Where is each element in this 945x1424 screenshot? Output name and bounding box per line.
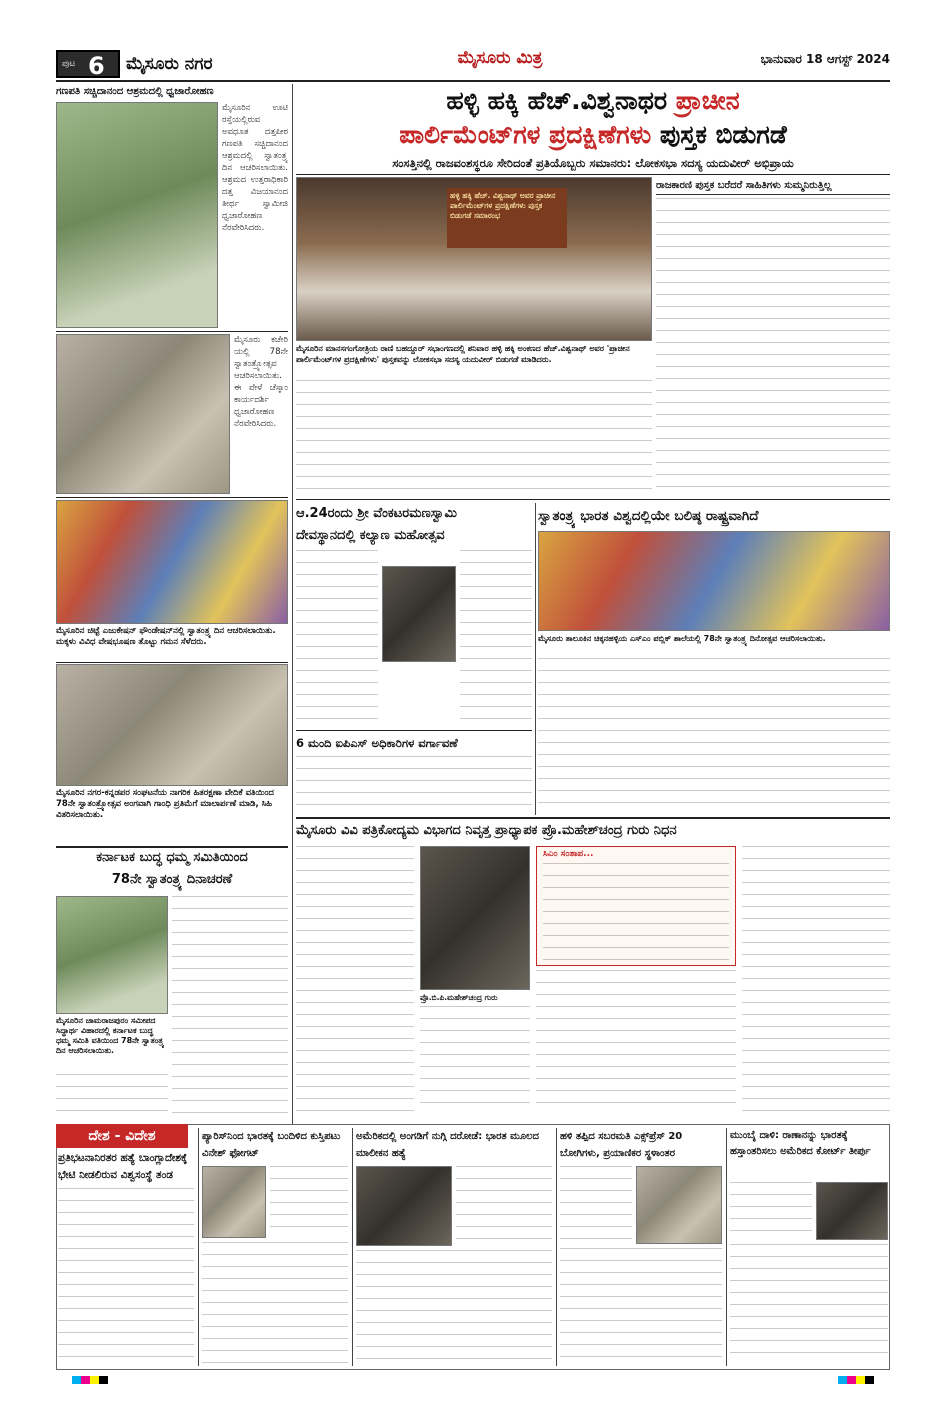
world-story2-body-2	[202, 1242, 348, 1364]
ips-body	[296, 756, 532, 814]
masthead-rule	[56, 80, 890, 82]
column-divider	[352, 1128, 353, 1366]
column-divider	[535, 503, 536, 815]
divider	[296, 499, 890, 500]
world-story3-body	[456, 1166, 552, 1246]
world-story1-title: ಪ್ರತಿಭಟನಾನಿರತರ ಹತ್ಯೆ ಬಾಂಗ್ಲಾದೇಶಕ್ಕೆ ಭೇಟಿ ನೀಡಲಿರುವ ವಿಶ್ವಸಂಸ್ಥೆ ತಂಡ	[58, 1152, 188, 1181]
world-story1-body	[58, 1188, 194, 1364]
ashram-photo	[56, 102, 218, 328]
divider	[296, 730, 532, 731]
column-divider	[292, 84, 293, 1124]
paper-name: ಮೈಸೂರು ಮಿತ್ರ	[457, 48, 543, 68]
flag-ceremony-photo	[56, 334, 230, 494]
cm-condolence-label: ಸಿಎಂ ಸಂತಾಪ...	[543, 849, 594, 859]
cm-condolence-box	[536, 846, 736, 966]
professor-photo-caption: ಪ್ರೊ.ಬಿ.ಪಿ.ಮಹೇಶ್‌ಚಂದ್ರ ಗುರು	[420, 993, 498, 1002]
school-children-photo	[56, 500, 288, 624]
book-release-caption: ಮೈಸೂರಿನ ಮಾನಸಗಂಗೋತ್ರಿಯ ರಾಣಿ ಬಹದ್ದೂರ್ ಸಭಾಂಗಣದಲ್ಲಿ ಶನಿವಾರ ಹಳ್ಳಿ ಹಕ್ಕಿ ಅಂಕಣದ ಹೆಚ್.ವಿಶ್ವನಾಥ್ ಅವರ 'ಪ್ರಾಚೀನ ಪಾರ್ಲಿಮೆಂಟ್‌ಗಳ ಪ್ರದಕ್ಷಿಣೆಗಳು' ಪುಸ್ತಕವನ್ನು ಲೋಕಸಭಾ ಸದಸ್ಯ ಯದುವೀರ್ ಬಿಡುಗಡೆ ಮಾಡಿದರು.	[296, 344, 630, 364]
cm-condolence-body	[543, 863, 729, 961]
world-story3-title: ಅಮೆರಿಕದಲ್ಲಿ ಅಂಗಡಿಗೆ ನುಗ್ಗಿ ದರೋಡೆ: ಭಾರತ ಮೂಲದ ಮಾಲೀಕನ ಹತ್ಯೆ	[356, 1131, 539, 1159]
kalyana-title-1: ಆ.24ರಂದು ಶ್ರೀ ವೆಂಕಟರಮಣಸ್ವಾಮಿ	[296, 506, 457, 521]
page-label: ಪುಟ	[62, 59, 76, 69]
buddha-event-photo	[56, 896, 168, 1014]
world-story3-body-2	[356, 1250, 552, 1364]
nation-title: ಸ್ವಾತಂತ್ರ್ಯ ಭಾರತ ವಿಶ್ವದಲ್ಲಿಯೇ ಬಲಿಷ್ಠ ರಾಷ್ಟ್ರವಾಗಿದೆ	[538, 508, 759, 524]
divider	[56, 662, 288, 663]
nation-caption: ಮೈಸೂರು ತಾಲೂಕಿನ ಚಿಕ್ಕನಹಳ್ಳಿಯ ಎಸ್‌ಎಂ ಪಬ್ಲಿಕ್ ಶಾಲೆಯಲ್ಲಿ 78ನೇ ಸ್ವಾತಂತ್ರ್ಯ ದಿನೋತ್ಸವ ಆಚರಿಸಲಾಯಿತು.	[538, 634, 826, 643]
nation-body	[538, 658, 890, 814]
gandhi-statue-photo	[56, 664, 288, 786]
lead-subhead: ಸಂಸತ್ತಿನಲ್ಲಿ ರಾಜವಂಶಸ್ಥರೂ ಸೇರಿದಂತೆ ಪ್ರತಿಯೊಬ್ಬರು ಸಮಾನರು: ಲೋಕಸಭಾ ಸದಸ್ಯ ಯದುವೀರ್ ಅಭಿಪ್ರಾಯ	[392, 156, 794, 170]
kalyana-body-left	[296, 550, 378, 728]
rana-photo	[816, 1182, 888, 1240]
lead-article-body	[296, 380, 652, 496]
world-story5-body-2	[730, 1244, 888, 1364]
office-flag-text: ಮೈಸೂರು ಕಚೇರಿ ಯಲ್ಲಿ 78ನೇ ಸ್ವಾತಂತ್ರ್ಯೋತ್ಸವ ಆಚರಿಸಲಾಯಿತು. ಈ ವೇಳೆ ಚೆಸ್ಕಾಂ ಕಾರ್ಯದರ್ಶಿ ಧ್ವಜಾರೋಹಣ ನೆರವೇರಿಸಿದರು.	[234, 335, 288, 429]
obituary-body-3	[536, 970, 736, 1114]
deity-photo	[382, 566, 456, 662]
stage-banner: ಹಳ್ಳಿ ಹಕ್ಕಿ ಹೆಚ್. ವಿಶ್ವನಾಥ್ ಅವರ ಪ್ರಾಚೀನ ಪಾರ್ಲಿಮೆಂಟ್‌ಗಳ ಪ್ರದಕ್ಷಿಣೆಗಳು ಪುಸ್ತಕ ಬಿಡುಗಡೆ ಸಮಾರಂಭ	[447, 188, 567, 248]
lead-headline-highlight2: ಪಾರ್ಲಿಮೆಂಟ್‌ಗಳ ಪ್ರದಕ್ಷಿಣೆಗಳು	[399, 120, 652, 149]
page-number: 6	[88, 52, 105, 80]
book-release-photo	[296, 177, 652, 341]
buddha-title-2: 78ನೇ ಸ್ವಾತಂತ್ರ್ಯ ದಿನಾಚರಣೆ	[111, 872, 233, 887]
world-story2-title: ಪ್ಯಾರಿಸ್‌ನಿಂದ ಭಾರತಕ್ಕೆ ಬಂದಿಳಿದ ಕುಸ್ತಿಪಟು ವಿನೇಶ್ ಫೋಗಟ್	[202, 1131, 341, 1159]
section-name: ಮೈಸೂರು ನಗರ	[126, 54, 213, 74]
kalyana-body-right	[460, 550, 532, 728]
school-event-photo	[538, 531, 890, 631]
world-story5-title: ಮುಂಬೈ ದಾಳಿ: ರಾಣಾನನ್ನು ಭಾರತಕ್ಕೆ ಹಸ್ತಾಂತರಿಸಲು ಅಮೆರಿಕದ ಕೋರ್ಟ್ ತೀರ್ಪು	[730, 1130, 871, 1157]
world-story5-body	[730, 1182, 812, 1240]
divider	[296, 174, 890, 175]
divider	[56, 497, 288, 498]
registration-colorbar	[838, 1376, 874, 1384]
column-divider	[556, 1128, 557, 1366]
buddha-article-body	[172, 896, 288, 1116]
professor-photo	[420, 846, 530, 990]
page-label-box	[56, 50, 120, 78]
lead-headline-highlight1: ಪ್ರಾಚೀನ	[675, 86, 740, 115]
obituary-body-1	[296, 846, 414, 1114]
gandhi-photo-caption: ಮೈಸೂರಿನ ನಗರ-ಕನ್ನಡಪರ ಸಂಘಟನೆಯ ನಾಗರಿಕ ಹಿತರಕ್ಷಣಾ ವೇದಿಕೆ ವತಿಯಿಂದ 78ನೇ ಸ್ವಾತಂತ್ರ್ಯೋತ್ಸವ ಅಂಗವಾಗಿ ಗಾಂಧಿ ಪ್ರತಿಮೆಗೆ ಮಾಲಾರ್ಪಣೆ ಮಾಡಿ, ಸಿಹಿ ವಿತರಿಸಲಾಯಿತು.	[56, 788, 274, 820]
divider	[56, 331, 288, 332]
registration-colorbar	[72, 1376, 108, 1384]
train-photo	[636, 1166, 722, 1244]
obituary-body-4	[742, 846, 890, 1114]
kalyana-title-2: ದೇವಸ್ಥಾನದಲ್ಲಿ ಕಲ್ಯಾಣ ಮಹೋತ್ಸವ	[296, 528, 445, 543]
buddha-title-1: ಕರ್ನಾಟಕ ಬುದ್ಧ ಧಮ್ಮ ಸಮಿತಿಯಿಂದ	[96, 850, 248, 865]
divider	[56, 846, 288, 848]
lead-headline-line2	[296, 118, 890, 152]
world-band-title: ದೇಶ - ವಿದೇಶ	[88, 1128, 156, 1144]
column-divider	[726, 1128, 727, 1366]
sidebar-title: ರಾಜಕಾರಣಿ ಪುಸ್ತಕ ಬರೆದರೆ ಸಾಹಿತಿಗಳು ಸುಮ್ಮನಿರುತ್ತಿಲ್ಲ	[656, 177, 890, 195]
gun-photo	[356, 1166, 452, 1246]
lead-headline-line1	[296, 84, 890, 118]
ips-title: 6 ಮಂದಿ ಐಪಿಎಸ್ ಅಧಿಕಾರಿಗಳ ವರ್ಗಾವಣೆ	[296, 736, 458, 750]
world-story4-title: ಹಳಿ ತಪ್ಪಿದ ಸಬರಮತಿ ಎಕ್ಸ್‌ಪ್ರೆಸ್ 20 ಬೋಗಿಗಳು, ಪ್ರಯಾಣಿಕರ ಸ್ಥಳಾಂತರ	[560, 1131, 683, 1159]
lead-headline-part1: ಹಳ್ಳಿ ಹಕ್ಕಿ ಹೆಚ್.ವಿಶ್ವನಾಥರ	[446, 86, 668, 115]
world-story4-body-2	[560, 1248, 722, 1364]
lead-headline-part2: ಪುಸ್ತಕ ಬಿಡುಗಡೆ	[659, 120, 787, 149]
buddha-photo-caption: ಮೈಸೂರಿನ ಚಾಮರಾಜಪುರಂ ಸಮೀಪದ ಸಿದ್ಧಾರ್ಥ ವಿಹಾರದಲ್ಲಿ ಕರ್ನಾಟಕ ಬುದ್ಧ ಧಮ್ಮ ಸಮಿತಿ ವತಿಯಿಂದ 78ನೇ ಸ್ವಾತಂತ್ರ್ಯ ದಿನ ಆಚರಿಸಲಾಯಿತು.	[56, 1016, 165, 1055]
world-story2-body	[270, 1166, 348, 1238]
buddha-article-body-2	[56, 1074, 168, 1116]
column-divider	[198, 1128, 199, 1366]
issue-date: ಭಾನುವಾರ 18 ಆಗಸ್ಟ್ 2024	[760, 52, 890, 66]
ashram-title: ಗಣಪತಿ ಸಚ್ಚಿದಾನಂದ ಆಶ್ರಮದಲ್ಲಿ ಧ್ವಜಾರೋಹಣ	[56, 86, 214, 97]
sidebar-body	[656, 198, 890, 496]
obituary-title: ಮೈಸೂರು ವಿವಿ ಪತ್ರಿಕೋದ್ಯಮ ವಿಭಾಗದ ನಿವೃತ್ತ ಪ್ರಾಧ್ಯಾಪಕ ಪ್ರೊ.ಮಹೇಶ್‌ಚಂದ್ರ ಗುರು ನಿಧನ	[296, 823, 677, 838]
divider	[296, 817, 890, 819]
world-story4-body	[560, 1166, 632, 1244]
obituary-body-2	[420, 1006, 530, 1114]
world-band	[56, 1124, 188, 1148]
school-photo-caption: ಮೈಸೂರಿನ ಚಿಟ್ಟೆ ಎಜುಕೇಷನ್ ಫೌಂಡೇಷನ್‌ನಲ್ಲಿ ಸ್ವಾತಂತ್ರ್ಯ ದಿನ ಆಚರಿಸಲಾಯಿತು. ಮಕ್ಕಳು ವಿವಿಧ ವೇಷಭೂಷಣ ತೊಟ್ಟು ಗಮನ ಸೆಳೆದರು.	[56, 626, 276, 647]
wrestler-photo	[202, 1166, 266, 1238]
ashram-text: ಮೈಸೂರಿನ ಊಟಿ ರಸ್ತೆಯಲ್ಲಿರುವ ಅವಧೂತ ದತ್ತಪೀಠ ಗಣಪತಿ ಸಚ್ಚಿದಾನಂದ ಆಶ್ರಮದಲ್ಲಿ ಸ್ವಾತಂತ್ರ್ಯ ದಿನ ಆಚರಿಸಲಾಯಿತು. ಆಶ್ರಮದ ಉತ್ತರಾಧಿಕಾರಿ ದತ್ತ ವಿಜಯಾನಂದ ತೀರ್ಥ ಸ್ವಾಮೀಜಿ ಧ್ವಜಾರೋಹಣ ನೆರವೇರಿಸಿದರು.	[222, 103, 288, 233]
